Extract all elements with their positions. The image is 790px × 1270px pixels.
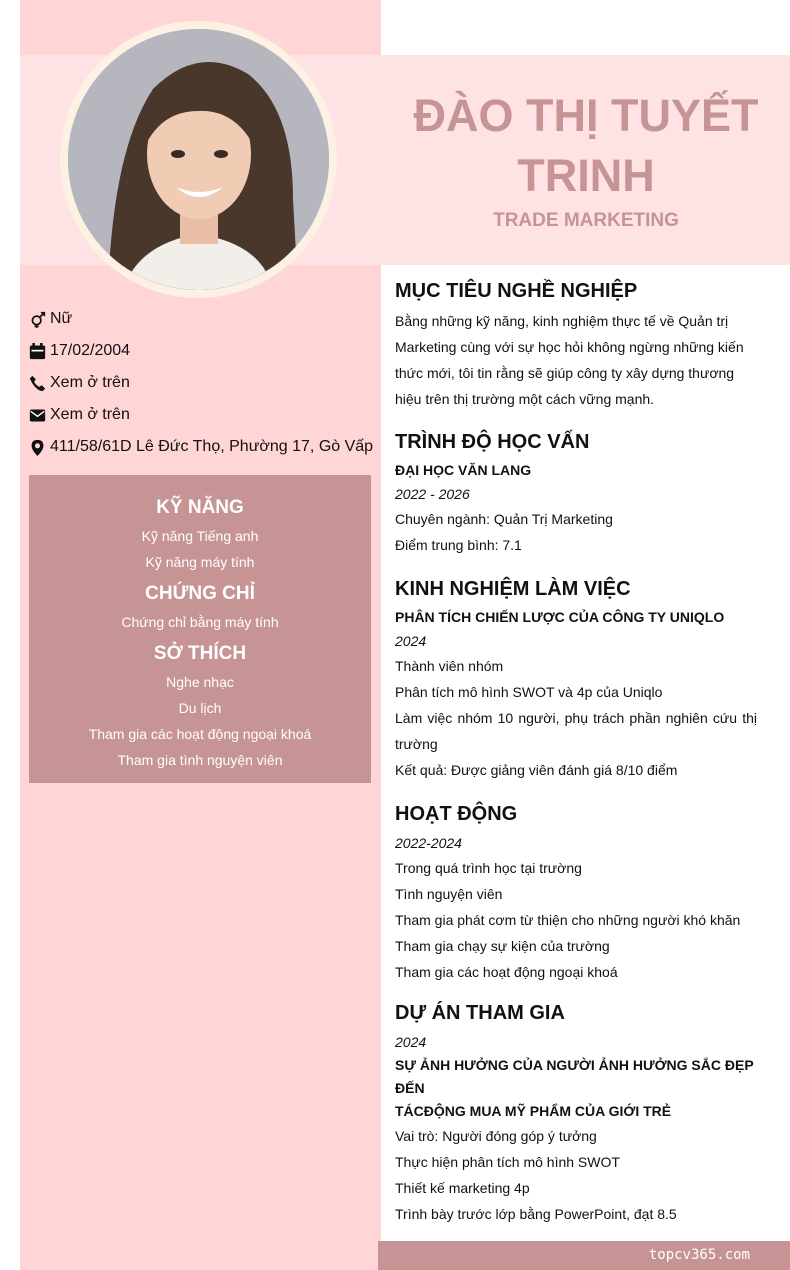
- hobby-item: Nghe nhạc: [166, 674, 234, 690]
- experience-year: 2024: [395, 633, 427, 649]
- experience-line: Làm việc nhóm 10 người, phụ trách phần nghiên cứu thị: [395, 710, 757, 726]
- experience-section: [395, 575, 757, 783]
- project-name-line: TÁCĐỘNG MUA MỸ PHẨM CỦA GIỚI TRẺ: [395, 1103, 672, 1119]
- activity-line: Tình nguyện viên: [395, 886, 503, 902]
- activities-period: 2022-2024: [395, 835, 462, 851]
- project-line: Thiết kế marketing 4p: [395, 1180, 530, 1196]
- experience-project: PHÂN TÍCH CHIẾN LƯỢC CỦA CÔNG TY UNIQLO: [395, 609, 725, 625]
- skill-item: Kỹ năng Tiếng anh: [141, 528, 259, 544]
- education-section: [395, 428, 757, 558]
- contact-phone: [29, 367, 381, 399]
- footer-bar: [378, 1241, 790, 1270]
- project-name-line: SỰ ẢNH HƯỞNG CỦA NGƯỜI ẢNH HƯỞNG SẮC ĐẸP ĐẾN: [395, 1057, 754, 1096]
- cert-item: Chứng chỉ bằng máy tính: [121, 614, 279, 630]
- contact-info: [29, 303, 381, 463]
- projects-title: DỰ ÁN THAM GIA: [395, 1002, 565, 1024]
- avatar: [68, 29, 329, 290]
- objective-line: thức mới, tôi tin rằng sẽ giúp công ty xây dựng thương: [395, 365, 735, 381]
- footer-watermark: topcv365.com: [648, 1247, 750, 1263]
- objective-section: [395, 277, 757, 412]
- experience-line: Phân tích mô hình SWOT và 4p của Uniqlo: [395, 684, 663, 700]
- envelope-icon: [29, 407, 46, 424]
- phone-icon: [29, 375, 46, 392]
- activities-section: [395, 800, 757, 985]
- location-pin-icon: [29, 439, 46, 456]
- experience-title: KINH NGHIỆM LÀM VIỆC: [395, 578, 631, 600]
- contact-address: [29, 431, 381, 463]
- contact-gender: [29, 303, 381, 335]
- address-text: 411/58/61D Lê Đức Thọ, Phường 17, Gò Vấp: [50, 438, 374, 455]
- email-text: Xem ở trên: [50, 406, 130, 423]
- contact-birthday: [29, 335, 381, 367]
- birthday-text: 17/02/2004: [50, 342, 131, 359]
- experience-line: Kết quả: Được giảng viên đánh giá 8/10 điểm: [395, 762, 678, 778]
- activity-line: Tham gia phát cơm từ thiện cho những người khó khăn: [395, 912, 741, 928]
- experience-line: Thành viên nhóm: [395, 658, 504, 674]
- project-line: Thực hiện phân tích mô hình SWOT: [395, 1154, 620, 1170]
- candidate-name: ĐÀO THỊ TUYẾT TRINH: [413, 90, 759, 201]
- gender-icon: [29, 311, 46, 328]
- calendar-icon: [29, 343, 46, 360]
- objective-text: [395, 308, 757, 412]
- education-period: 2022 - 2026: [395, 486, 470, 502]
- objective-title: MỤC TIÊU NGHỀ NGHIỆP: [395, 280, 638, 302]
- skills-panel: [29, 475, 371, 783]
- project-line: Vai trò: Người đóng góp ý tưởng: [395, 1128, 597, 1144]
- hobby-item: Tham gia tình nguyện viên: [117, 752, 283, 768]
- hobby-item: Du lịch: [178, 700, 222, 716]
- activity-line: Tham gia chạy sự kiện của trường: [395, 938, 610, 954]
- activity-line: Tham gia các hoạt động ngoại khoá: [395, 964, 618, 980]
- experience-line: trường: [395, 736, 438, 752]
- skill-item: Kỹ năng máy tính: [145, 554, 255, 570]
- phone-text: Xem ở trên: [50, 374, 130, 391]
- avatar-photo-icon: [68, 29, 329, 290]
- education-major: Chuyên ngành: Quản Trị Marketing: [395, 511, 613, 527]
- hobbies-title: SỞ THÍCH: [153, 643, 247, 664]
- contact-email: [29, 399, 381, 431]
- education-title: TRÌNH ĐỘ HỌC VẤN: [395, 431, 590, 453]
- education-school: ĐẠI HỌC VĂN LANG: [395, 462, 532, 478]
- activity-line: Trong quá trình học tại trường: [395, 860, 582, 876]
- objective-line: hiệu trên thị trường một cách vững mạnh.: [395, 391, 655, 407]
- projects-section: [395, 999, 757, 1227]
- gender-text: Nữ: [50, 310, 73, 327]
- projects-year: 2024: [395, 1034, 427, 1050]
- skills-title: KỸ NĂNG: [156, 497, 244, 518]
- objective-line: Marketing cùng với sự học hỏi không ngừng những kiến: [395, 339, 744, 355]
- hobby-item: Tham gia các hoạt động ngoại khoá: [88, 726, 312, 742]
- education-gpa: Điểm trung bình: 7.1: [395, 537, 522, 553]
- certs-title: CHỨNG CHỈ: [145, 583, 255, 604]
- objective-line: Bằng những kỹ năng, kinh nghiệm thực tế về Quản trị: [395, 313, 729, 329]
- project-line: Trình bày trước lớp bằng PowerPoint, đạt 8.5: [395, 1206, 677, 1222]
- candidate-role: TRADE MARKETING: [493, 210, 679, 231]
- activities-title: HOẠT ĐỘNG: [395, 803, 518, 825]
